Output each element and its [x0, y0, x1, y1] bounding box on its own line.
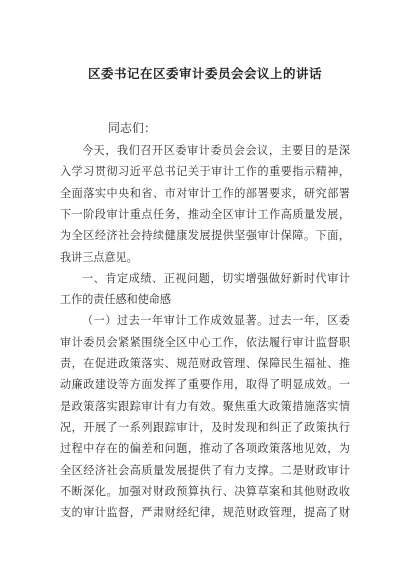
- body-text-line: 为全区经济社会持续健康发展提供坚强审计保障。下面，: [60, 229, 350, 243]
- salutation: 同志们：: [108, 121, 157, 135]
- body-text-line: 下一阶段审计重点任务，推动全区审计工作高质量发展，: [60, 207, 350, 221]
- body-text-line: 支的审计监督，严肃财经纪律，规范财政管理，提高了财: [60, 506, 350, 520]
- body-text-line: 动廉政建设等方面发挥了重要作用，取得了明显成效。一: [60, 378, 350, 392]
- body-text-line: 工作的责任感和使命感: [60, 293, 171, 307]
- body-text-line: 全区经济社会高质量发展提供了有力支撑。二是财政审计: [60, 463, 350, 477]
- body-text-line: （一）过去一年审计工作成效显著。过去一年，区委: [82, 314, 350, 328]
- body-text-line: 今天，我们召开区委审计委员会会议，主要目的是深: [82, 144, 350, 157]
- body-text-line: 责，在促进政策落实、规范财政管理、保障民生福祉、推: [60, 357, 350, 370]
- body-text-line: 不断深化。加强对财政预算执行、决算草案和其他财政收: [60, 484, 350, 498]
- body-text-line: 我讲三点意见。: [60, 250, 138, 264]
- body-text-line: 全面落实中央和省、市对审计工作的部署要求，研究部署: [60, 186, 350, 200]
- body-text-line: 入学习贯彻习近平总书记关于审计工作的重要指示精神，: [60, 165, 350, 179]
- body-text-line: 审计委员会紧紧围绕全区中心工作，依法履行审计监督职: [60, 335, 350, 349]
- body-text-line: 况，开展了一系列跟踪审计，及时发现和纠正了政策执行: [60, 420, 350, 434]
- body-text-line: 是政策落实跟踪审计有力有效。聚焦重大政策措施落实情: [60, 399, 350, 413]
- document-title: 区委书记在区委审计委员会会议上的讲话: [87, 66, 322, 81]
- body-text-line: 一、肯定成绩、正视问题，切实增强做好新时代审计: [82, 271, 350, 285]
- body-text-line: 过程中存在的偏差和问题，推动了各项政策落地见效，为: [60, 442, 350, 456]
